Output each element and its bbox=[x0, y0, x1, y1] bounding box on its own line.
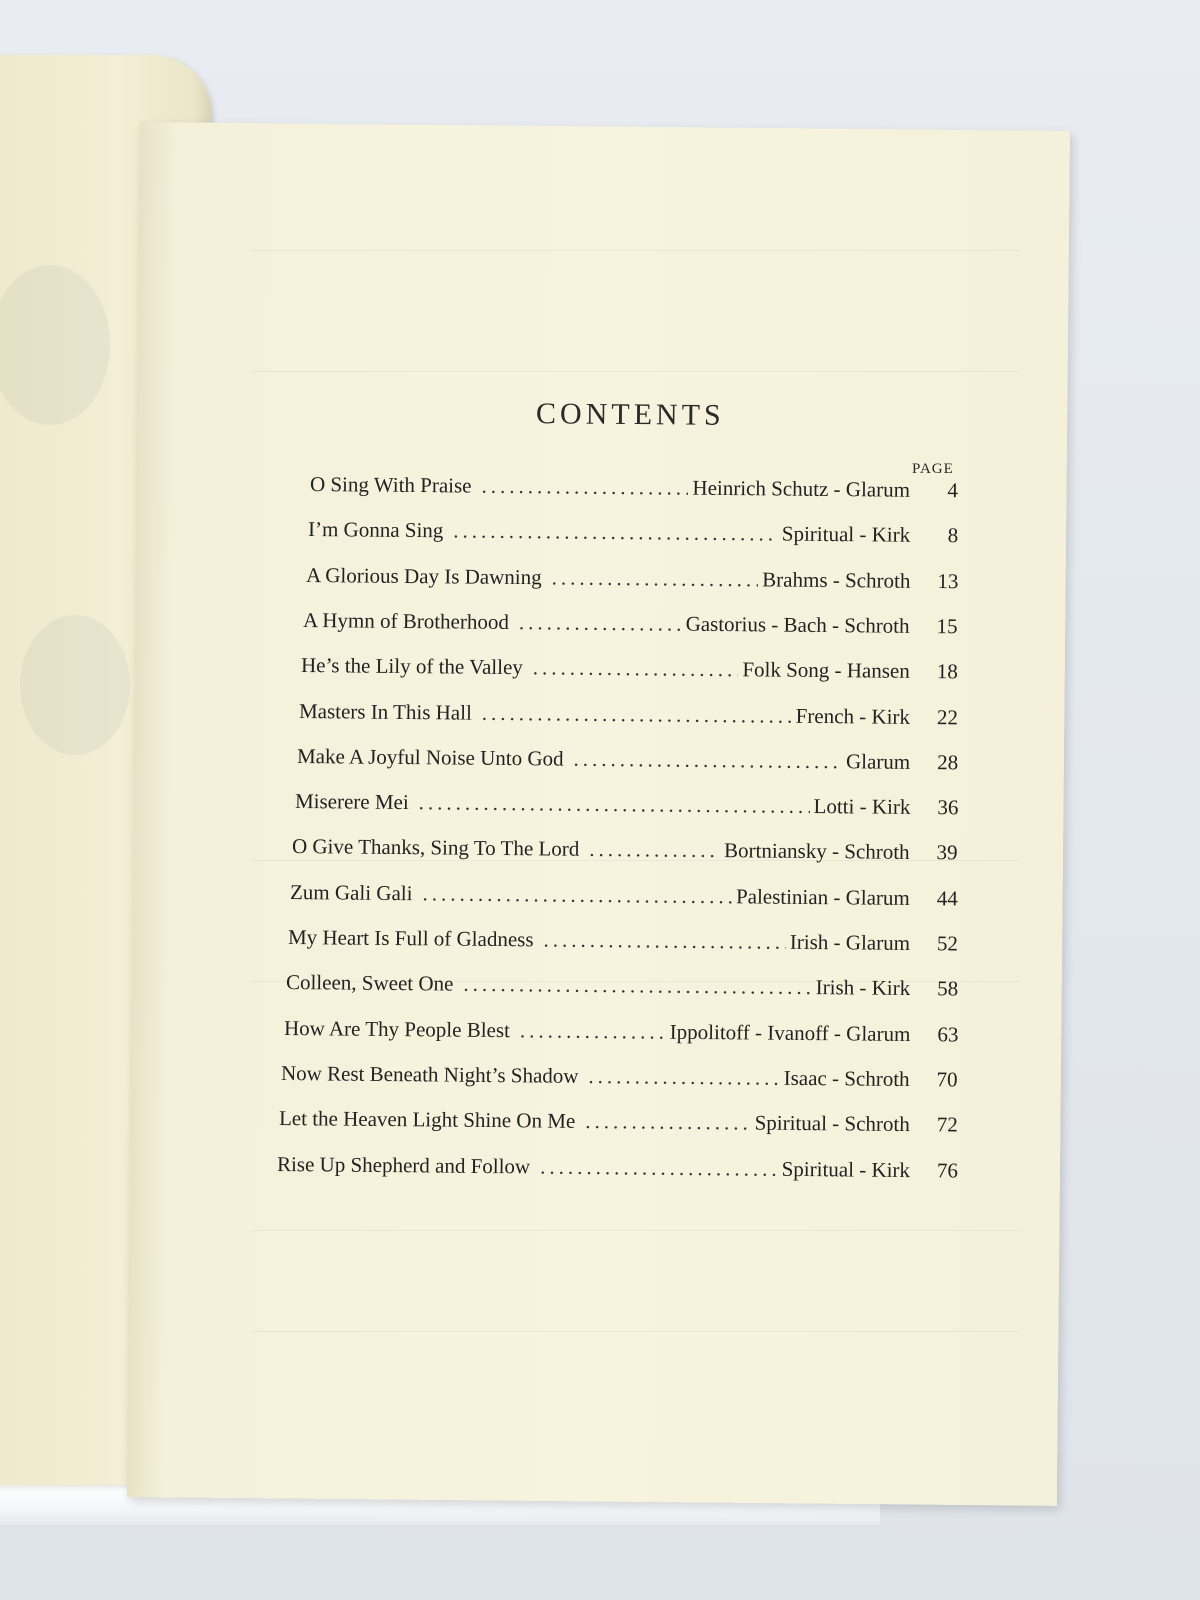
toc-leader-dots bbox=[543, 927, 786, 954]
toc-entry-page-number: 22 bbox=[936, 704, 959, 729]
toc-entry-composer: Spiritual - Schroth bbox=[754, 1110, 911, 1137]
toc-entry-title: I’m Gonna Sing bbox=[307, 517, 444, 543]
toc-entry bbox=[279, 1106, 958, 1143]
toc-entry-title: How Are Thy People Blest bbox=[283, 1015, 510, 1042]
toc-leader-dots bbox=[453, 519, 778, 547]
toc-entry-page-number: 4 bbox=[947, 478, 959, 503]
toc-leader-dots bbox=[540, 1154, 778, 1181]
contents-heading: CONTENTS bbox=[535, 397, 725, 432]
toc-leader-dots bbox=[423, 881, 733, 909]
toc-entry-page-number: 76 bbox=[936, 1157, 959, 1183]
toc-entry-composer: Isaac - Schroth bbox=[783, 1065, 911, 1091]
toc-entry-composer: Gastorius - Bach - Schroth bbox=[685, 611, 911, 638]
toc-entry-title: Zum Gali Gali bbox=[290, 879, 413, 905]
toc-entry-title: O Give Thanks, Sing To The Lord bbox=[292, 834, 580, 862]
toc-entry-composer: Glarum bbox=[845, 749, 911, 774]
toc-entry bbox=[297, 744, 958, 780]
toc-entry-composer: Heinrich Schutz - Glarum bbox=[692, 475, 911, 502]
toc-entry-title: Masters In This Hall bbox=[298, 698, 472, 725]
toc-entry-composer: French - Kirk bbox=[795, 703, 911, 729]
toc-leader-dots bbox=[481, 474, 688, 501]
toc-entry-title: Make A Joyful Noise Unto God bbox=[296, 743, 564, 771]
toc-entry-title: He’s the Lily of the Valley bbox=[301, 653, 524, 680]
toc-entry-composer: Spiritual - Kirk bbox=[781, 521, 911, 548]
toc-entry-composer: Ippolitoff - Ivanoff - Glarum bbox=[669, 1019, 911, 1046]
toc-entry-title: Colleen, Sweet One bbox=[285, 970, 454, 996]
toc-entry-page-number: 8 bbox=[947, 523, 959, 548]
toc-entry-composer: Irish - Kirk bbox=[815, 975, 911, 1001]
toc-entry bbox=[308, 517, 958, 553]
toc-entry-title: Now Rest Beneath Night’s Shadow bbox=[281, 1060, 580, 1088]
toc-entry-page-number: 36 bbox=[936, 795, 959, 820]
toc-entry-composer: Folk Song - Hansen bbox=[742, 657, 911, 684]
toc-entry bbox=[286, 970, 958, 1006]
toc-entry-page-number: 15 bbox=[936, 613, 959, 639]
toc-entry-title: My Heart Is Full of Gladness bbox=[287, 925, 534, 952]
toc-leader-dots bbox=[585, 1109, 751, 1136]
toc-leader-dots bbox=[590, 837, 721, 863]
toc-entry-page-number: 39 bbox=[936, 840, 959, 865]
toc-entry-composer: Lotti - Kirk bbox=[813, 794, 911, 820]
toc-entry-page-number: 70 bbox=[936, 1067, 959, 1092]
toc-entry-title: A Hymn of Brotherhood bbox=[303, 607, 510, 634]
toc-entry-page-number: 58 bbox=[936, 976, 959, 1001]
toc-entry bbox=[292, 834, 958, 870]
toc-leader-dots bbox=[533, 655, 739, 682]
page-column-label: PAGE bbox=[912, 461, 954, 477]
toc-entry bbox=[283, 1016, 958, 1052]
toc-entry-page-number: 52 bbox=[936, 931, 959, 956]
toc-entry-page-number: 63 bbox=[936, 1021, 959, 1047]
toc-entry-composer: Brahms - Schroth bbox=[761, 566, 911, 593]
toc-entry bbox=[290, 880, 958, 916]
toc-entry-page-number: 13 bbox=[936, 568, 959, 593]
toc-entry-title: O Sing With Praise bbox=[309, 472, 472, 498]
toc-entry bbox=[310, 472, 958, 508]
toc-leader-dots bbox=[519, 1018, 665, 1044]
toc-entry-title: Rise Up Shepherd and Follow bbox=[276, 1151, 531, 1178]
toc-entry-page-number: 18 bbox=[936, 659, 959, 684]
toc-entry-page-number: 28 bbox=[936, 749, 959, 775]
toc-entry-composer: Palestinian - Glarum bbox=[736, 883, 911, 910]
toc-leader-dots bbox=[551, 565, 758, 592]
toc-entry bbox=[294, 789, 958, 825]
toc-leader-dots bbox=[589, 1064, 780, 1091]
toc-entry-page-number: 44 bbox=[936, 885, 959, 911]
toc-entry-title: Let the Heaven Light Shine On Me bbox=[279, 1106, 576, 1134]
toc-entry bbox=[301, 653, 958, 689]
toc-entry-page-number: 72 bbox=[936, 1112, 959, 1137]
toc-entry bbox=[303, 608, 958, 644]
toc-entry bbox=[305, 563, 958, 599]
toc-entry-composer: Spiritual - Kirk bbox=[781, 1156, 911, 1182]
toc-leader-dots bbox=[482, 700, 792, 728]
toc-entry-title: A Glorious Day Is Dawning bbox=[305, 562, 542, 589]
toc-entry bbox=[288, 925, 958, 961]
toc-entry bbox=[299, 699, 958, 735]
toc-leader-dots bbox=[418, 790, 809, 819]
toc-entry bbox=[281, 1061, 958, 1097]
toc-entry-composer: Irish - Glarum bbox=[789, 929, 911, 955]
toc-entry-composer: Bortniansky - Schroth bbox=[724, 838, 911, 865]
toc-leader-dots bbox=[463, 972, 812, 1000]
toc-entry-title: Miserere Mei bbox=[294, 789, 409, 815]
toc-entry bbox=[277, 1152, 958, 1189]
toc-leader-dots bbox=[519, 610, 682, 637]
toc-leader-dots bbox=[573, 746, 842, 774]
